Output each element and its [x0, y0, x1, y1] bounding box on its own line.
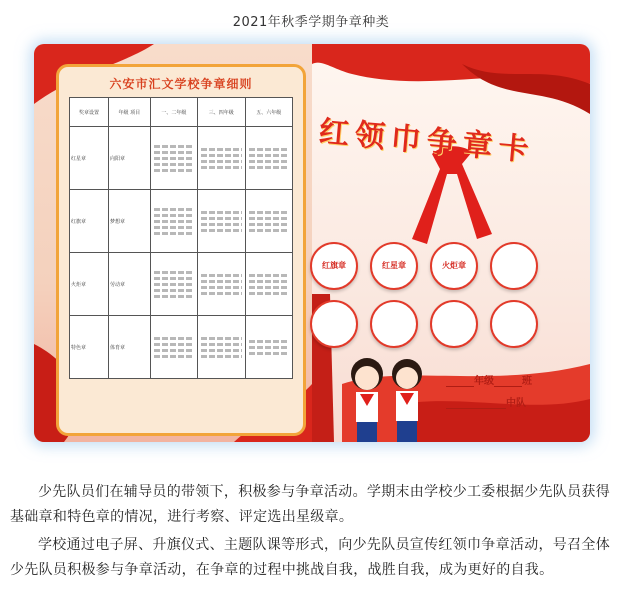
row-category: 火炬章: [70, 253, 109, 316]
rules-title: 六安市汇文学校争章细则: [109, 77, 253, 91]
row-category: 特色章: [70, 316, 109, 379]
criteria-cell: [245, 190, 292, 253]
badge-labor: [430, 300, 478, 348]
grade-label: 年级: [474, 376, 494, 387]
row-item: 体育章: [108, 316, 150, 379]
rules-panel: [34, 44, 312, 442]
squad-label: 中队: [506, 398, 526, 409]
table-header-row: [70, 98, 293, 127]
criteria-cell: [150, 127, 197, 190]
criteria-cell: [198, 316, 245, 379]
criteria-cell: [245, 316, 292, 379]
header-col3: 五、六年级: [245, 98, 292, 127]
paragraph-2: 学校通过电子屏、升旗仪式、主题队课等形式，向少先队员宣传红领巾争章活动，号召全体少先队员积极参与争章活动，在争章的过程中挑战自我，战胜自我，成为更好的自我。: [10, 537, 610, 578]
header-col2: 三、四年级: [198, 98, 245, 127]
header-grade-item: [108, 98, 150, 127]
criteria-cell: [198, 190, 245, 253]
criteria-cell: [198, 253, 245, 316]
rules-table: [69, 97, 293, 379]
criteria-cell: [150, 190, 197, 253]
row-category: 红星章: [70, 127, 109, 190]
badge-round-emblem: [490, 242, 538, 290]
badge-dream: [370, 300, 418, 348]
class-label: 班: [522, 376, 532, 387]
paragraph-1: 少先队员们在辅导员的带领下，积极参与争章活动。学期末由学校少工委根据少先队员获得基础章和特色章的情况，进行考察、评定选出星级章。: [10, 484, 610, 525]
criteria-cell: [150, 253, 197, 316]
row-item: 向阳章: [108, 127, 150, 190]
header-item: 项目: [130, 109, 141, 116]
row-item: 梦想章: [108, 190, 150, 253]
header-category: 奖章设置: [70, 98, 109, 127]
header-grade: 年级: [118, 109, 129, 116]
badge-card-photo: [34, 44, 590, 442]
badge-red-flag: 红旗章: [310, 242, 358, 290]
image-caption: 2021年秋季学期争章种类: [232, 15, 390, 30]
rules-board: [56, 64, 306, 436]
table-row: [70, 190, 293, 253]
badge-red-star: 红星章: [370, 242, 418, 290]
badge-shield: [310, 300, 358, 348]
criteria-cell: [245, 253, 292, 316]
criteria-cell: [150, 316, 197, 379]
badge-card-title: 红领巾争章卡: [317, 114, 536, 169]
criteria-cell: [198, 127, 245, 190]
header-col1: 一、二年级: [150, 98, 197, 127]
row-category: 红旗章: [70, 190, 109, 253]
row-item: 劳动章: [108, 253, 150, 316]
squad-line: [446, 394, 566, 409]
table-row: [70, 253, 293, 316]
grade-class-line: [446, 372, 566, 387]
badge-sports: [490, 300, 538, 348]
table-row: [70, 316, 293, 379]
badge-torch: 火炬章: [430, 242, 478, 290]
table-row: [70, 127, 293, 190]
criteria-cell: [245, 127, 292, 190]
